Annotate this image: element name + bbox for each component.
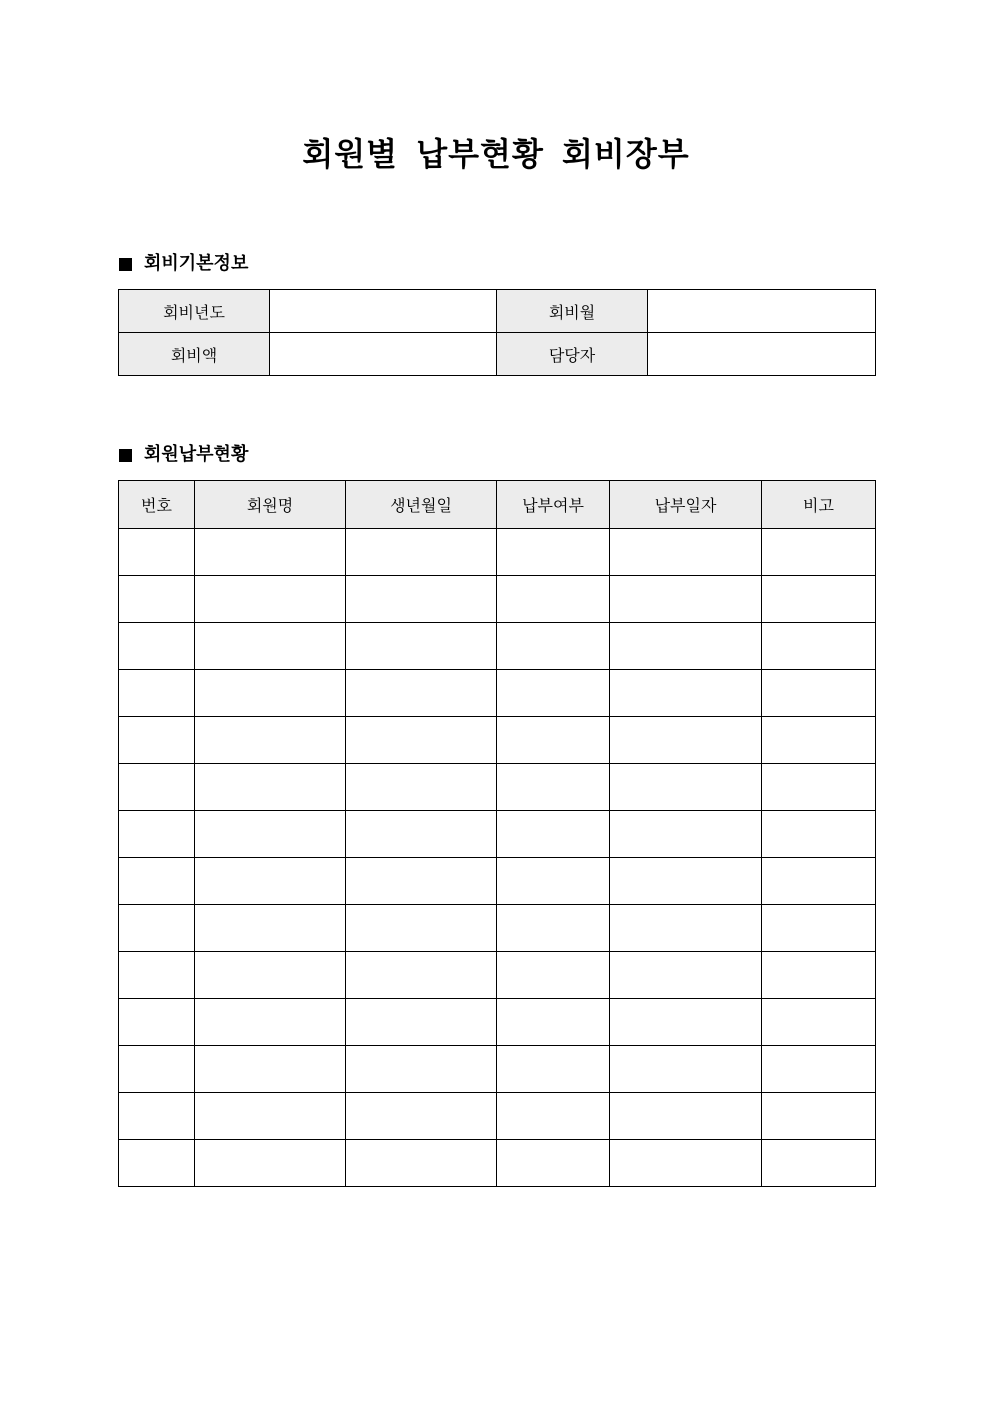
paid-status-cell[interactable] [497,1046,610,1093]
number-cell[interactable] [119,623,195,670]
number-cell[interactable] [119,764,195,811]
table-row [119,952,876,999]
paid-status-cell[interactable] [497,670,610,717]
payment-status-body [119,529,876,1187]
member-name-cell[interactable] [195,858,346,905]
table-row [119,717,876,764]
table-row [119,1140,876,1187]
birthdate-cell[interactable] [346,905,497,952]
table-row [119,905,876,952]
amount-value-cell[interactable] [270,333,497,376]
member-name-cell[interactable] [195,717,346,764]
table-row [119,764,876,811]
payment-status-table [118,480,876,1187]
remarks-cell[interactable] [762,670,876,717]
member-name-cell[interactable] [195,905,346,952]
member-name-cell[interactable] [195,811,346,858]
payment-status-heading [119,443,248,467]
remarks-cell[interactable] [762,1046,876,1093]
member-name-cell[interactable] [195,999,346,1046]
month-value-cell[interactable] [648,290,876,333]
column-header-payment-date: 납부일자 [610,481,762,529]
number-cell[interactable] [119,1046,195,1093]
basic-info-heading [119,252,248,276]
payment-date-cell[interactable] [610,670,762,717]
table-row [119,576,876,623]
square-bullet-icon [119,258,132,271]
table-row [119,623,876,670]
payment-date-cell[interactable] [610,858,762,905]
manager-label: 담당자 [497,333,648,376]
column-header-number: 번호 [119,481,195,529]
remarks-cell[interactable] [762,529,876,576]
table-row [119,1046,876,1093]
remarks-cell[interactable] [762,999,876,1046]
column-header-birthdate: 생년월일 [346,481,497,529]
number-cell[interactable] [119,529,195,576]
page-title: 회원별 납부현황 회비장부 [302,135,690,173]
square-bullet-icon [119,449,132,462]
remarks-cell[interactable] [762,905,876,952]
remarks-cell[interactable] [762,811,876,858]
payment-date-cell[interactable] [610,1140,762,1187]
paid-status-cell[interactable] [497,576,610,623]
payment-date-cell[interactable] [610,999,762,1046]
table-row [119,670,876,717]
birthdate-cell[interactable] [346,764,497,811]
birthdate-cell[interactable] [346,670,497,717]
paid-status-cell[interactable] [497,717,610,764]
year-label: 회비년도 [119,290,270,333]
basic-info-table [118,289,876,376]
birthdate-cell[interactable] [346,1046,497,1093]
remarks-cell[interactable] [762,764,876,811]
birthdate-cell[interactable] [346,529,497,576]
member-name-cell[interactable] [195,576,346,623]
remarks-cell[interactable] [762,1140,876,1187]
remarks-cell[interactable] [762,952,876,999]
payment-date-cell[interactable] [610,811,762,858]
member-name-cell[interactable] [195,670,346,717]
number-cell[interactable] [119,999,195,1046]
paid-status-cell[interactable] [497,1140,610,1187]
paid-status-cell[interactable] [497,764,610,811]
birthdate-cell[interactable] [346,999,497,1046]
table-row [119,1093,876,1140]
member-name-cell[interactable] [195,952,346,999]
column-header-paid-status: 납부여부 [497,481,610,529]
table-row [119,858,876,905]
remarks-cell[interactable] [762,858,876,905]
payment-date-cell[interactable] [610,905,762,952]
payment-date-cell[interactable] [610,1046,762,1093]
amount-label: 회비액 [119,333,270,376]
member-name-cell[interactable] [195,529,346,576]
number-cell[interactable] [119,1093,195,1140]
number-cell[interactable] [119,576,195,623]
payment-date-cell[interactable] [610,529,762,576]
number-cell[interactable] [119,670,195,717]
basic-info-row [119,290,876,333]
table-row [119,529,876,576]
year-value-cell[interactable] [270,290,497,333]
member-name-cell[interactable] [195,1046,346,1093]
payment-date-cell[interactable] [610,623,762,670]
number-cell[interactable] [119,717,195,764]
number-cell[interactable] [119,1140,195,1187]
remarks-cell[interactable] [762,576,876,623]
number-cell[interactable] [119,858,195,905]
payment-status-heading-text: 회원납부현황 [144,444,249,465]
birthdate-cell[interactable] [346,1140,497,1187]
month-label: 회비월 [497,290,648,333]
paid-status-cell[interactable] [497,623,610,670]
birthdate-cell[interactable] [346,623,497,670]
column-header-member-name: 회원명 [195,481,346,529]
manager-value-cell[interactable] [648,333,876,376]
payment-date-cell[interactable] [610,764,762,811]
basic-info-heading-text: 회비기본정보 [144,253,249,274]
payment-date-cell[interactable] [610,576,762,623]
birthdate-cell[interactable] [346,858,497,905]
payment-date-cell[interactable] [610,952,762,999]
paid-status-cell[interactable] [497,858,610,905]
paid-status-cell[interactable] [497,811,610,858]
table-row [119,999,876,1046]
remarks-cell[interactable] [762,717,876,764]
paid-status-cell[interactable] [497,905,610,952]
payment-date-cell[interactable] [610,1093,762,1140]
birthdate-cell[interactable] [346,717,497,764]
number-cell[interactable] [119,905,195,952]
member-name-cell[interactable] [195,1093,346,1140]
payment-date-cell[interactable] [610,717,762,764]
basic-info-row [119,333,876,376]
paid-status-cell[interactable] [497,999,610,1046]
paid-status-cell[interactable] [497,529,610,576]
number-cell[interactable] [119,952,195,999]
paid-status-cell[interactable] [497,1093,610,1140]
table-header-row [119,481,876,529]
birthdate-cell[interactable] [346,1093,497,1140]
member-name-cell[interactable] [195,1140,346,1187]
member-name-cell[interactable] [195,623,346,670]
member-name-cell[interactable] [195,764,346,811]
paid-status-cell[interactable] [497,952,610,999]
remarks-cell[interactable] [762,1093,876,1140]
birthdate-cell[interactable] [346,576,497,623]
birthdate-cell[interactable] [346,952,497,999]
birthdate-cell[interactable] [346,811,497,858]
number-cell[interactable] [119,811,195,858]
column-header-remarks: 비고 [762,481,876,529]
table-row [119,811,876,858]
remarks-cell[interactable] [762,623,876,670]
